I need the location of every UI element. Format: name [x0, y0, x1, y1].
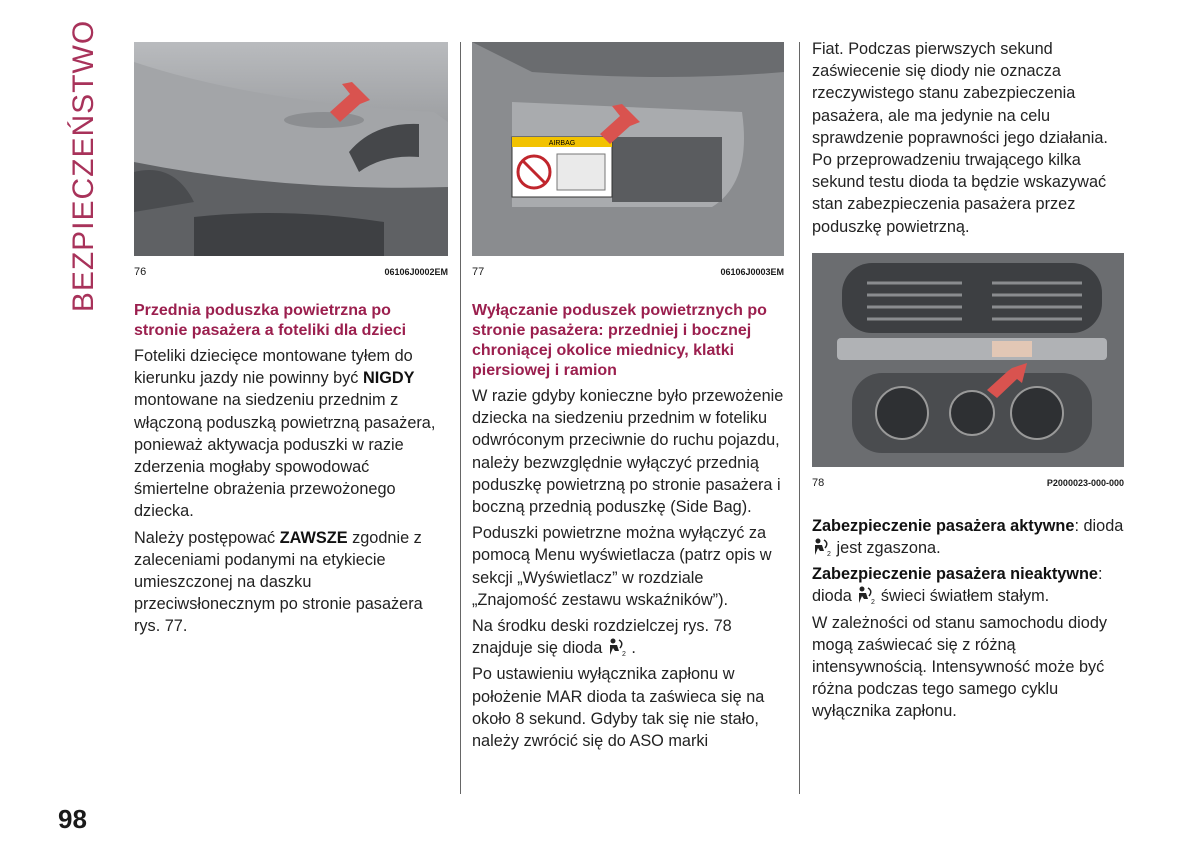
airbag-off-icon	[607, 637, 627, 657]
section-heading: Przednia poduszka powietrzna po stronie pasażera a foteliki dla dzieci	[134, 302, 407, 339]
figure-number: 76	[134, 266, 147, 278]
svg-text:2: 2	[621, 651, 626, 658]
figure-78-image	[812, 253, 1124, 467]
section-title	[58, 19, 110, 313]
airbag-label-text: AIRBAG	[548, 140, 576, 147]
paragraph: Należy postępować ZAWSZE zgodnie z zaleceniami podanymi na etykiecie umieszczonej na daszku przeciwsłonecznym po stronie pasażera rys. 77.	[134, 528, 423, 636]
figure-number: 77	[472, 266, 485, 278]
page-number: 98	[58, 804, 87, 834]
paragraph: Zabezpieczenie pasażera aktywne: dioda 2 jest zgaszona.	[812, 516, 1124, 558]
paragraph: W razie gdyby konieczne było przewożenie dziecka na siedzeniu przednim w foteliku odwróconym przeciwnie do ruchu pojazdu, należy bezwzględnie wyłączyć przednią poduszkę powietrzną po stronie pasażera i boczną przednią poduszkę (Side Bag).	[472, 387, 784, 517]
paragraph: Foteliki dziecięce montowane tyłem do kierunku jazdy nie powinny być NIGDY montowane na siedzeniu przednim z włączoną poduszką powietrzną pasażera, ponieważ aktywacja poduszki w razie zderzenia mogłaby spowodować śmiertelne obrażenia przewożonego dziecka.	[134, 347, 436, 521]
column-1	[134, 38, 448, 638]
svg-text:2: 2	[871, 599, 876, 606]
figure-code: 06106J0003EM	[720, 267, 784, 277]
figure-77-caption	[472, 266, 784, 278]
section-title-text: BEZPIECZEŃSTWO	[67, 19, 100, 313]
paragraph: Po ustawieniu wyłącznika zapłonu w położenie MAR dioda ta zaświeca się na około 8 sekund. Gdyby tak się nie stało, należy zwrócić się do ASO marki	[472, 665, 765, 751]
paragraph: Na środku deski rozdzielczej rys. 78 znajduje się dioda 2 .	[472, 617, 732, 658]
column-3	[812, 38, 1124, 723]
section-heading: Wyłączanie poduszek powietrznych po stronie pasażera: przedniej i bocznej chroniącej okolice miednicy, klatki piersiowej i ramion	[472, 302, 767, 379]
figure-code: 06106J0002EM	[384, 267, 448, 277]
svg-text:2: 2	[827, 551, 831, 558]
airbag-off-icon	[812, 537, 832, 557]
paragraph: Fiat. Podczas pierwszych sekund zaświecenie się diody nie oznacza rzeczywistego stanu zabezpieczenia pasażera, ale ma jedynie na celu sprawdzenie poprawności jego działania. Po przeprowadzeniu trwającego kilka sekund testu dioda ta będzie wskazywać stan zabezpieczenia pasażera przez poduszkę powietrzną.	[812, 40, 1108, 236]
figure-76-caption	[134, 266, 448, 278]
paragraph: Zabezpieczenie pasażera nieaktywne: dioda 2 świeci światłem stałym.	[812, 565, 1103, 606]
figure-77-image	[472, 42, 784, 256]
figure-code: P2000023-000-000	[1046, 477, 1124, 488]
paragraph: Poduszki powietrzne można wyłączyć za pomocą Menu wyświetlacza (patrz opis w sekcji „Wyświetlacz” w rozdziale „Znajomość zestawu wskaźników”).	[472, 524, 772, 609]
airbag-off-icon	[856, 585, 876, 605]
figure-76-image	[134, 42, 448, 256]
figure-78-caption	[812, 477, 1124, 489]
paragraph: W zależności od stanu samochodu diody mogą zaświecać się z różną intensywnością. Intensywność może być różna podczas tego samego cyklu wyłącznika zapłonu.	[812, 613, 1108, 721]
column-divider	[460, 42, 461, 794]
column-2	[472, 38, 784, 752]
figure-number: 78	[812, 476, 825, 489]
column-divider	[799, 42, 800, 794]
